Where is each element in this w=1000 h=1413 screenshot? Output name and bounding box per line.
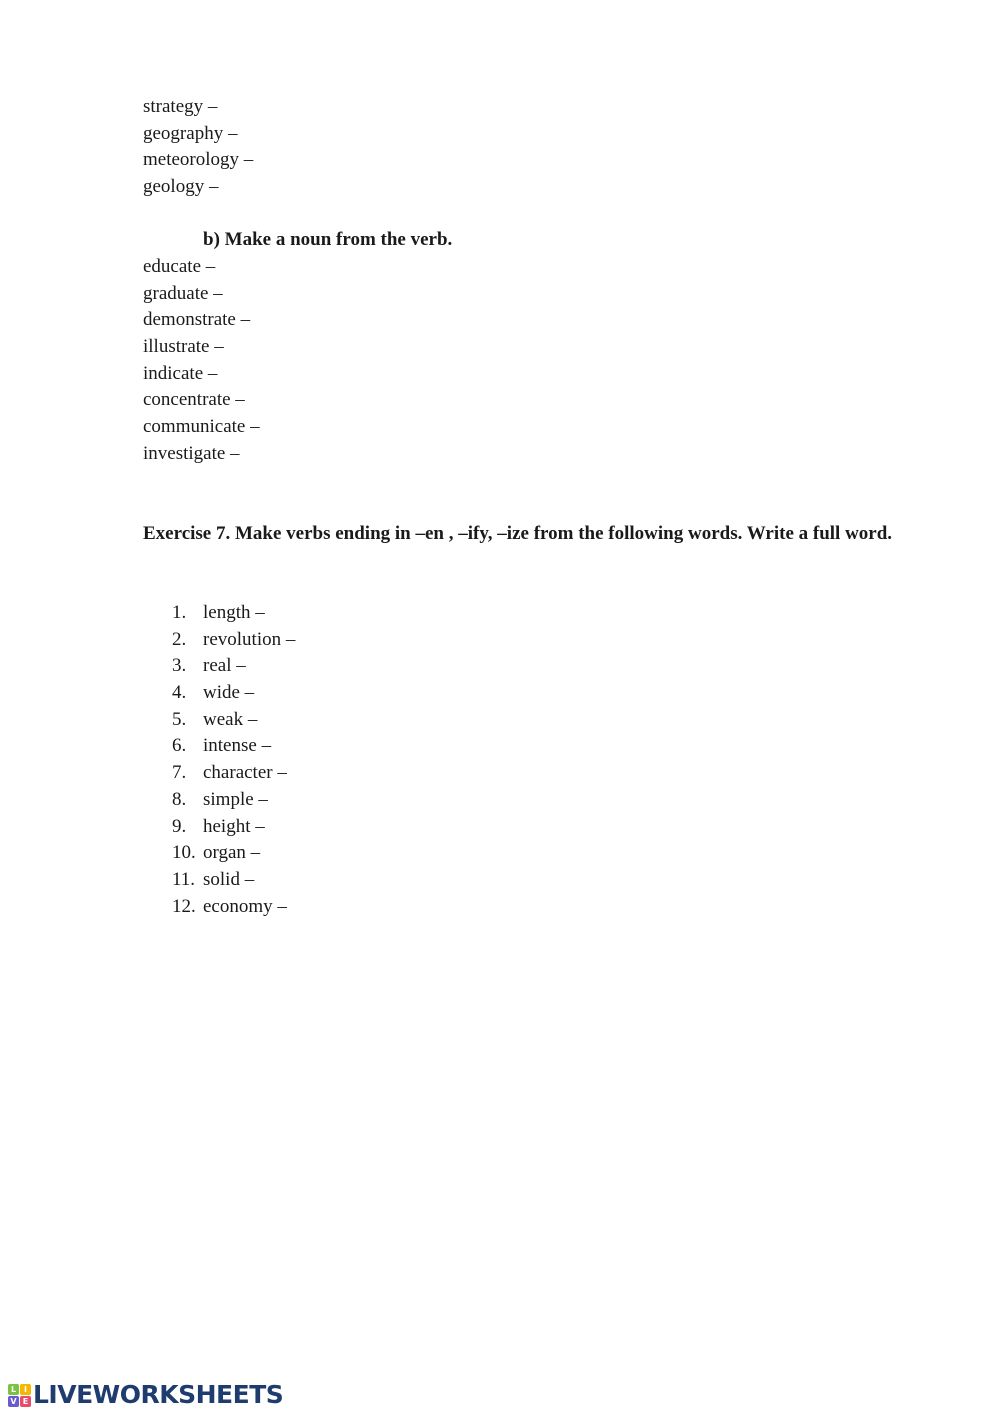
exercise-7-list <box>172 600 295 920</box>
item-word: organ – <box>203 842 261 864</box>
item-word: character – <box>203 762 287 784</box>
word-educate: educate – <box>143 256 216 277</box>
list-item <box>172 814 295 841</box>
word-concentrate: concentrate – <box>143 389 245 410</box>
word-investigate: investigate – <box>143 443 240 464</box>
item-number: 8. <box>172 788 187 810</box>
word-graduate: graduate – <box>143 283 223 304</box>
item-number: 2. <box>172 628 187 650</box>
item-number: 10. <box>172 842 196 864</box>
word-strategy: strategy – <box>143 96 218 117</box>
liveworksheets-logo <box>8 1382 283 1408</box>
list-item <box>172 627 295 654</box>
list-item <box>172 840 295 867</box>
word-illustrate: illustrate – <box>143 336 224 357</box>
item-number: 4. <box>172 682 187 704</box>
word-demonstrate: demonstrate – <box>143 309 251 330</box>
item-number: 11. <box>172 868 196 890</box>
item-word: weak – <box>203 708 258 730</box>
list-item <box>172 600 295 627</box>
part-b-heading: b) Make a noun from the verb. <box>203 229 453 250</box>
item-number: 5. <box>172 708 187 730</box>
word-geography: geography – <box>143 123 238 144</box>
logo-block-l: L <box>8 1384 19 1395</box>
word-indicate: indicate – <box>143 363 218 384</box>
item-number: 3. <box>172 655 187 677</box>
item-number: 9. <box>172 815 187 837</box>
logo-block-e: E <box>20 1396 31 1407</box>
logo-block-i: I <box>20 1384 31 1395</box>
list-item <box>172 733 295 760</box>
item-number: 12. <box>172 895 196 917</box>
item-word: solid – <box>203 868 255 890</box>
item-word: economy – <box>203 895 287 917</box>
item-number: 7. <box>172 762 187 784</box>
exercise-7-instruction: Exercise 7. Make verbs ending in –en , –ify, –ize from the following words. Write a full word. <box>143 523 893 544</box>
brand-name: LIVEWORKSHEETS <box>33 1380 284 1409</box>
item-number: 1. <box>172 602 187 623</box>
live-blocks-icon <box>8 1384 31 1407</box>
item-word: intense – <box>203 735 272 757</box>
item-number: 6. <box>172 735 187 757</box>
item-word: wide – <box>203 682 255 704</box>
logo-block-v: V <box>8 1396 19 1407</box>
item-word: length – <box>203 602 265 623</box>
word-communicate: communicate – <box>143 416 260 437</box>
list-item <box>172 787 295 814</box>
list-item <box>172 894 295 921</box>
item-word: height – <box>203 815 265 837</box>
item-word: real – <box>203 655 246 677</box>
item-word: simple – <box>203 788 268 810</box>
list-item <box>172 680 295 707</box>
item-word: revolution – <box>203 628 296 650</box>
list-item <box>172 867 295 894</box>
word-meteorology: meteorology – <box>143 149 254 170</box>
word-geology: geology – <box>143 176 219 197</box>
list-item <box>172 707 295 734</box>
list-item <box>172 653 295 680</box>
list-item <box>172 760 295 787</box>
